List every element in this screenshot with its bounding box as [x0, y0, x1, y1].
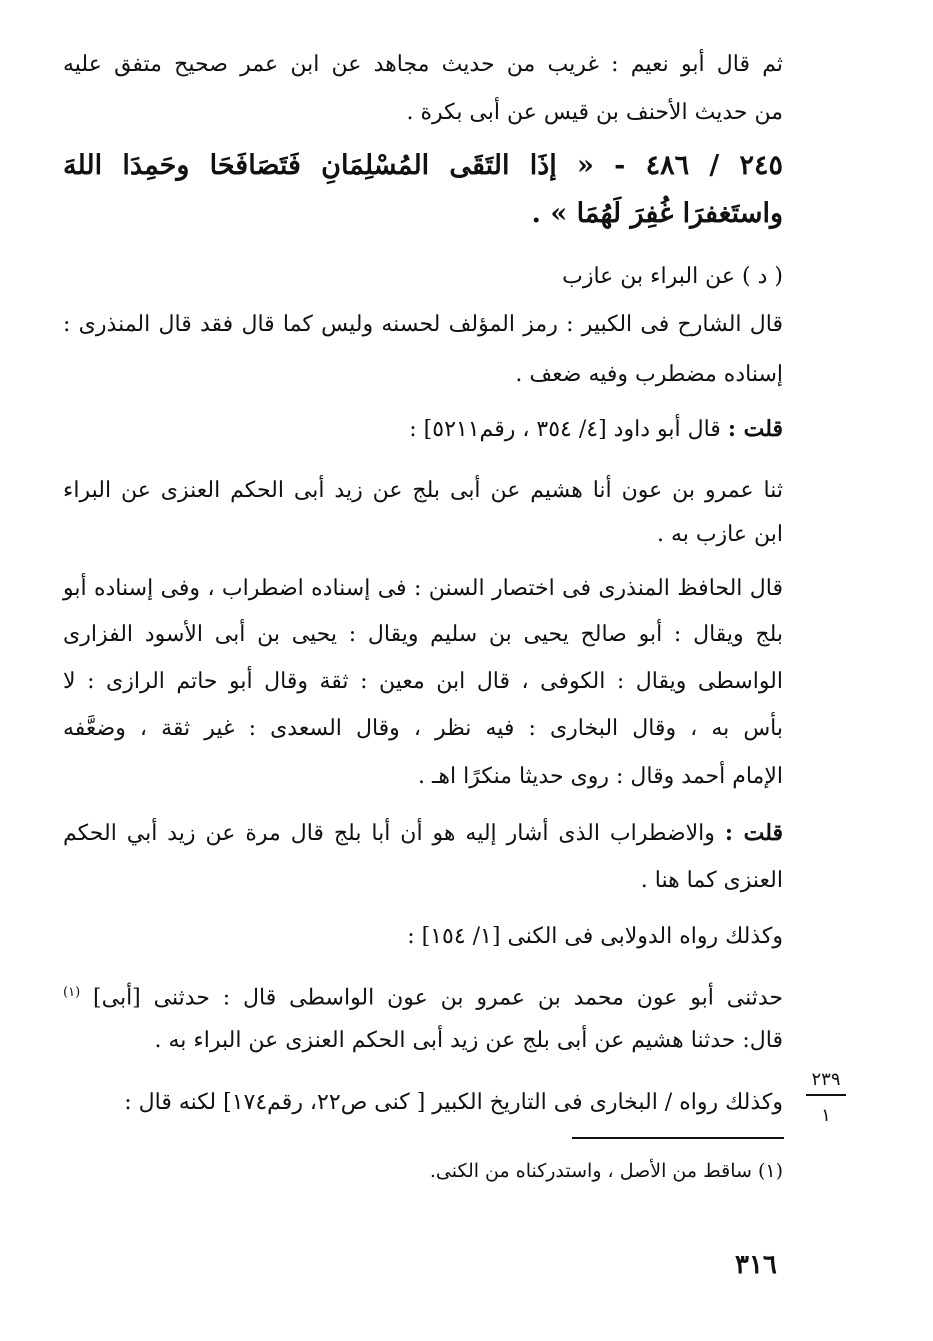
margin-note-bottom: ١: [821, 1105, 831, 1126]
qultu-label: قلت :: [724, 820, 784, 846]
page-number: ٣١٦: [735, 1250, 777, 1280]
text-line: بأس به ، وقال البخارى : فيه نظر ، وقال السعدى : غير ثقة ، وضعَّفه: [63, 716, 783, 741]
text-line: من حديث الأحنف بن قيس عن أبى بكرة .: [406, 100, 783, 125]
hadith-source: ( د ) عن البراء بن عازب: [562, 264, 783, 289]
qultu-label: قلت :: [727, 416, 783, 442]
footnote-separator: [572, 1137, 784, 1139]
text-line: ثنا عمرو بن عون أنا هشيم عن أبى بلج عن زيد أبى الحكم العنزى عن البراء: [63, 478, 783, 503]
text-line: وكذلك رواه / البخارى فى التاريخ الكبير [ كنى ص٢٢، رقم١٧٤] لكنه قال :: [124, 1090, 783, 1115]
text-line: قال: حدثنا هشيم عن أبى بلج عن زيد أبى الحكم العنزى عن البراء به .: [154, 1028, 783, 1053]
text-line: إسناده مضطرب وفيه ضعف .: [515, 362, 783, 387]
text-line: [63, 818, 783, 849]
text-segment: حدثنى أبو عون محمد بن عمرو بن عون الواسطى قال : حدثنى [أبى]: [93, 985, 784, 1011]
text-line: الواسطى ويقال : الكوفى ، قال ابن معين : ثقة وقال أبو حاتم الرازى : لا: [63, 669, 783, 694]
text-line: بلج ويقال : أبو صالح يحيى بن سليم ويقال : يحيى بن أبى الأسود الفزارى: [63, 622, 783, 647]
text-segment: قال أبو داود [٤/ ٣٥٤ ، رقم٥٢١١] :: [409, 417, 721, 442]
hadith-text: واستَغفرَا غُفِرَ لَهُمَا » .: [531, 198, 783, 229]
text-line: قال الشارح فى الكبير : رمز المؤلف لحسنه وليس كما قال فقد قال المنذرى :: [63, 312, 783, 337]
text-line: [63, 414, 783, 445]
text-line: [63, 978, 783, 1013]
text-segment: والاضطراب الذى أشار إليه هو أن أبا بلج قال مرة عن زيد أبي الحكم: [63, 821, 715, 846]
margin-note-divider: [806, 1094, 846, 1096]
text-line: وكذلك رواه الدولابى فى الكنى [١/ ١٥٤] :: [407, 924, 783, 949]
margin-note-top: ٢٣٩: [811, 1069, 841, 1090]
text-line: ابن عازب به .: [656, 522, 783, 547]
footnote: (١) ساقط من الأصل ، واستدركناه من الكنى.: [429, 1160, 783, 1182]
footnote-ref: (١): [63, 985, 81, 1000]
text-line: العنزى كما هنا .: [640, 868, 783, 893]
text-line: الإمام أحمد وقال : روى حديثا منكرًا اهـ .: [418, 764, 783, 789]
text-line: قال الحافظ المنذرى فى اختصار السنن : فى إسناده اضطراب ، وفى إسناده أبو: [63, 576, 783, 601]
hadith-text: ٢٤٥ / ٤٨٦ - « إذَا التَقَى المُسْلِمَانِ فَتَصَافَحَا وحَمِدَا اللهَ: [63, 150, 783, 181]
text-line: ثم قال أبو نعيم : غريب من حديث مجاهد عن ابن عمر صحيح متفق عليه: [63, 52, 783, 77]
